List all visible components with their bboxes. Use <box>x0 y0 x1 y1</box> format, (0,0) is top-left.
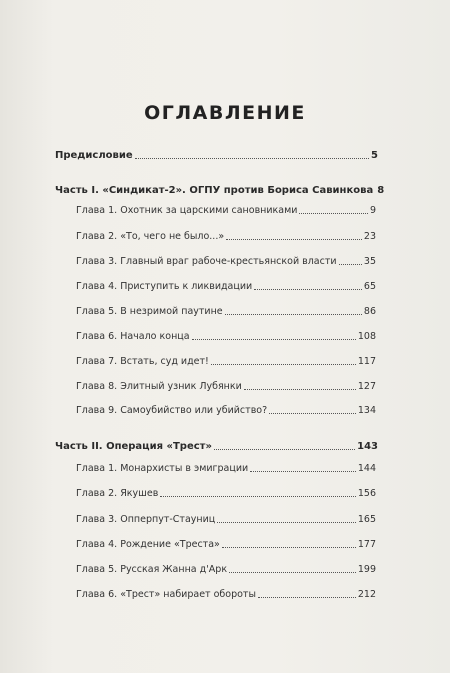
toc-leader-dots <box>214 449 355 450</box>
toc-entry-page: 117 <box>357 356 376 367</box>
toc-entry-page: 86 <box>363 306 376 317</box>
toc-entry-chapter <box>76 281 376 293</box>
toc-entry-label: Глава 9. Самоубийство или убийство? <box>76 405 268 416</box>
toc-leader-dots <box>217 522 356 523</box>
toc-entry-page: 199 <box>357 564 376 575</box>
toc-entry-chapter <box>76 256 376 268</box>
toc-entry-page: 108 <box>357 331 376 342</box>
toc-entry-page: 8 <box>377 185 385 196</box>
toc-entry-page: 35 <box>363 256 376 267</box>
toc-entry-page: 156 <box>357 488 376 499</box>
toc-entry-label: Глава 3. Опперпут-Стауниц <box>76 514 216 525</box>
toc-entry-label: Глава 7. Встать, суд идет! <box>76 356 209 367</box>
toc-leader-dots <box>258 597 356 598</box>
toc-entry-chapter <box>76 488 376 500</box>
toc-entry-chapter <box>76 589 376 601</box>
toc-leader-dots <box>269 413 356 414</box>
toc-leader-dots <box>135 158 369 159</box>
toc-entry-page: 134 <box>357 405 376 416</box>
toc-entry-label: Часть II. Операция «Трест» <box>55 441 212 452</box>
toc-leader-dots <box>226 239 362 240</box>
toc-entry-label: Часть I. «Синдикат-2». ОГПУ против Бориса Савинкова <box>55 185 374 196</box>
toc-entry-label: Глава 6. Начало конца <box>76 331 190 342</box>
toc-leader-dots <box>244 389 356 390</box>
toc-entry-chapter <box>76 564 376 576</box>
toc-entry-label: Глава 1. Охотник за царскими сановниками <box>76 205 298 216</box>
toc-entry-label: Глава 1. Монархисты в эмиграции <box>76 463 249 474</box>
toc-leader-dots <box>339 264 362 265</box>
toc-entry-label: Глава 5. Русская Жанна д'Арк <box>76 564 228 575</box>
toc-entry-label: Глава 6. «Трест» набирает обороты <box>76 589 256 600</box>
toc-entry-label: Глава 2. Якушев <box>76 488 159 499</box>
toc-leader-dots <box>250 471 356 472</box>
toc-entry-label: Глава 2. «То, чего не было...» <box>76 231 225 242</box>
toc-entry-page: 9 <box>369 205 376 216</box>
toc-entry-page: 177 <box>357 539 376 550</box>
toc-entry-page: 5 <box>371 150 378 161</box>
toc-entry-page: 165 <box>357 514 376 525</box>
toc-leader-dots <box>299 213 367 214</box>
toc-leader-dots <box>160 496 356 497</box>
toc-leader-dots <box>222 547 356 548</box>
toc-entry-page: 65 <box>363 281 376 292</box>
toc-entry-part-1 <box>55 185 385 197</box>
toc-entry-label: Глава 3. Главный враг рабоче-крестьянской власти <box>76 256 337 267</box>
toc-entry-part-2 <box>55 441 378 453</box>
toc-entry-chapter <box>76 231 376 243</box>
toc-leader-dots <box>229 572 356 573</box>
toc-entry-chapter <box>76 463 376 475</box>
toc-leader-dots <box>192 339 356 340</box>
toc-leader-dots <box>254 289 362 290</box>
toc-entry-chapter <box>76 205 376 217</box>
toc-entry-chapter <box>76 356 376 368</box>
toc-entry-label: Глава 5. В незримой паутине <box>76 306 223 317</box>
toc-entry-chapter <box>76 539 376 551</box>
toc-entry-chapter <box>76 306 376 318</box>
toc-entry-page: 144 <box>357 463 376 474</box>
toc-entry-page: 23 <box>363 231 376 242</box>
toc-entry-label: Глава 4. Приступить к ликвидации <box>76 281 253 292</box>
page-title: ОГЛАВЛЕНИЕ <box>144 102 306 124</box>
toc-entry-chapter <box>76 381 376 393</box>
toc-entry-page: 127 <box>357 381 376 392</box>
toc-entry-chapter <box>76 331 376 343</box>
toc-entry-chapter <box>76 514 376 526</box>
toc-leader-dots <box>225 314 362 315</box>
toc-entry-page: 212 <box>357 589 376 600</box>
toc-entry-page: 143 <box>357 441 378 452</box>
toc-entry-label: Предисловие <box>55 150 133 161</box>
toc-entry-label: Глава 4. Рождение «Треста» <box>76 539 220 550</box>
toc-leader-dots <box>211 364 356 365</box>
toc-entry-preface <box>55 150 378 162</box>
toc-entry-chapter <box>76 405 376 417</box>
toc-entry-label: Глава 8. Элитный узник Лубянки <box>76 381 242 392</box>
